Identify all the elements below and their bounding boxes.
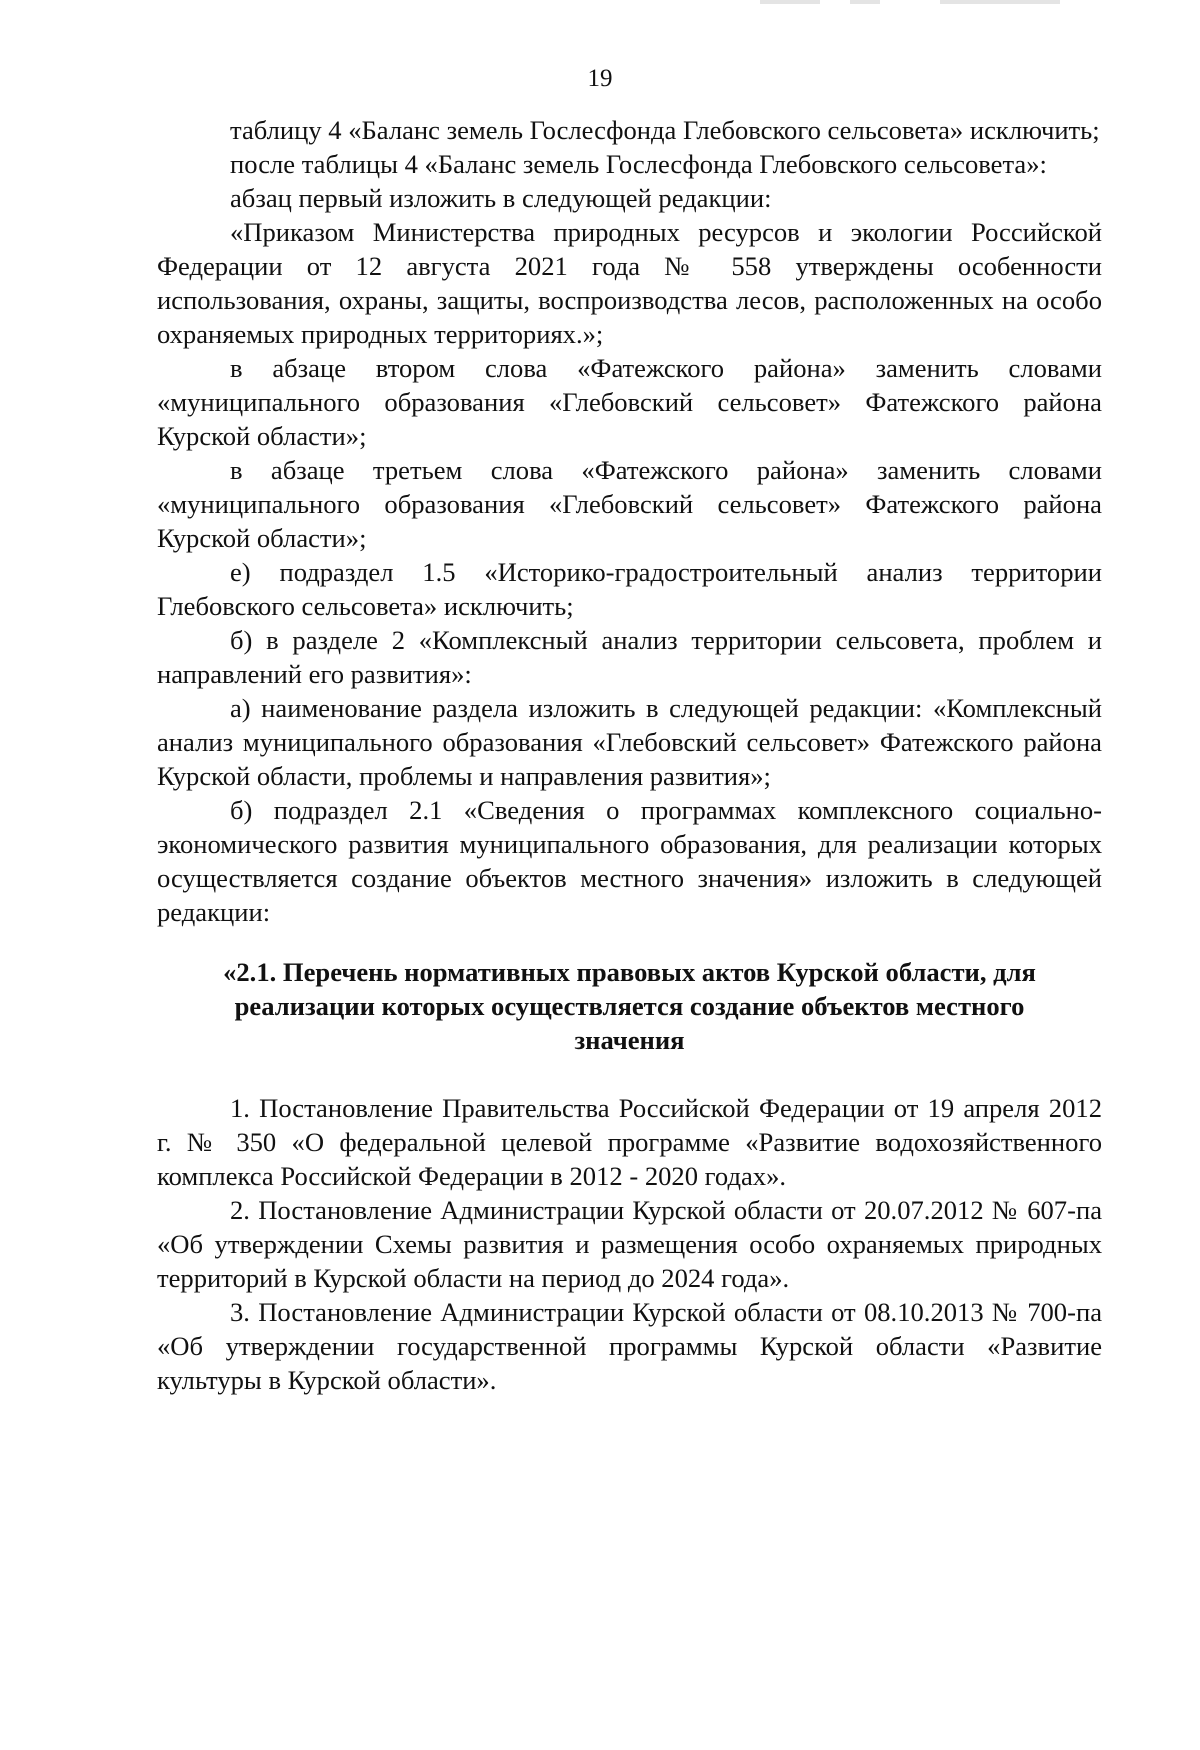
scan-artifact [760,0,820,4]
paragraph: таблицу 4 «Баланс земель Гослесфонда Глебовского сельсовета» исключить; [230,115,1100,145]
list-item: 2. Постановление Администрации Курской области от 20.07.2012 № 607-па «Об утверждении Схемы развития и размещения особо охраняемых природных территорий в Курской области на период до 2024 года». [157,1195,1102,1293]
paragraph: е) подраздел 1.5 «Историко-градостроительный анализ территории Глебовского сельсовета» исключить; [157,557,1102,621]
scan-artifact [940,0,1060,4]
paragraph: б) подраздел 2.1 «Сведения о программах комплексного социально-экономического развития муниципального образования, для реализации которых осуществляется создание объектов местного значения» изложить в следующей редакции: [157,795,1102,927]
list-item: 1. Постановление Правительства Российской Федерации от 19 апреля 2012 г. № 350 «О федеральной целевой программе «Развитие водохозяйственного комплекса Российской Федерации в 2012 - 2020 годах». [157,1093,1102,1191]
scan-artifact [850,0,880,4]
list-item: 3. Постановление Администрации Курской области от 08.10.2013 № 700-па «Об утверждении государственной программы Курской области «Развитие культуры в Курской области». [157,1297,1102,1395]
spacer [157,1057,1102,1091]
spacer [157,929,1102,955]
section-heading: «2.1. Перечень нормативных правовых актов Курской области, для реализации которых осуществляется создание объектов местного значения [223,957,1036,1055]
paragraph: б) в разделе 2 «Комплексный анализ территории сельсовета, проблем и направлений его развития»: [157,625,1102,689]
page-number: 19 [587,65,613,92]
document-body [157,113,1102,1397]
paragraph: после таблицы 4 «Баланс земель Гослесфонда Глебовского сельсовета»: [230,149,1047,179]
paragraph: в абзаце втором слова «Фатежского района» заменить словами «муниципального образования «Глебовский сельсовет» Фатежского района Курской области»; [157,353,1102,451]
paragraph: в абзаце третьем слова «Фатежского района» заменить словами «муниципального образования «Глебовский сельсовет» Фатежского района Курской области»; [157,455,1102,553]
paragraph: «Приказом Министерства природных ресурсов и экологии Российской Федерации от 12 августа 2021 года № 558 утверждены особенности использования, охраны, защиты, воспроизводства лесов, расположенных на особо охраняемых природных территориях.»; [157,217,1102,349]
paragraph: а) наименование раздела изложить в следующей редакции: «Комплексный анализ муниципального образования «Глебовский сельсовет» Фатежского района Курской области, проблемы и направления развития»; [157,693,1102,791]
paragraph: абзац первый изложить в следующей редакции: [230,183,772,213]
